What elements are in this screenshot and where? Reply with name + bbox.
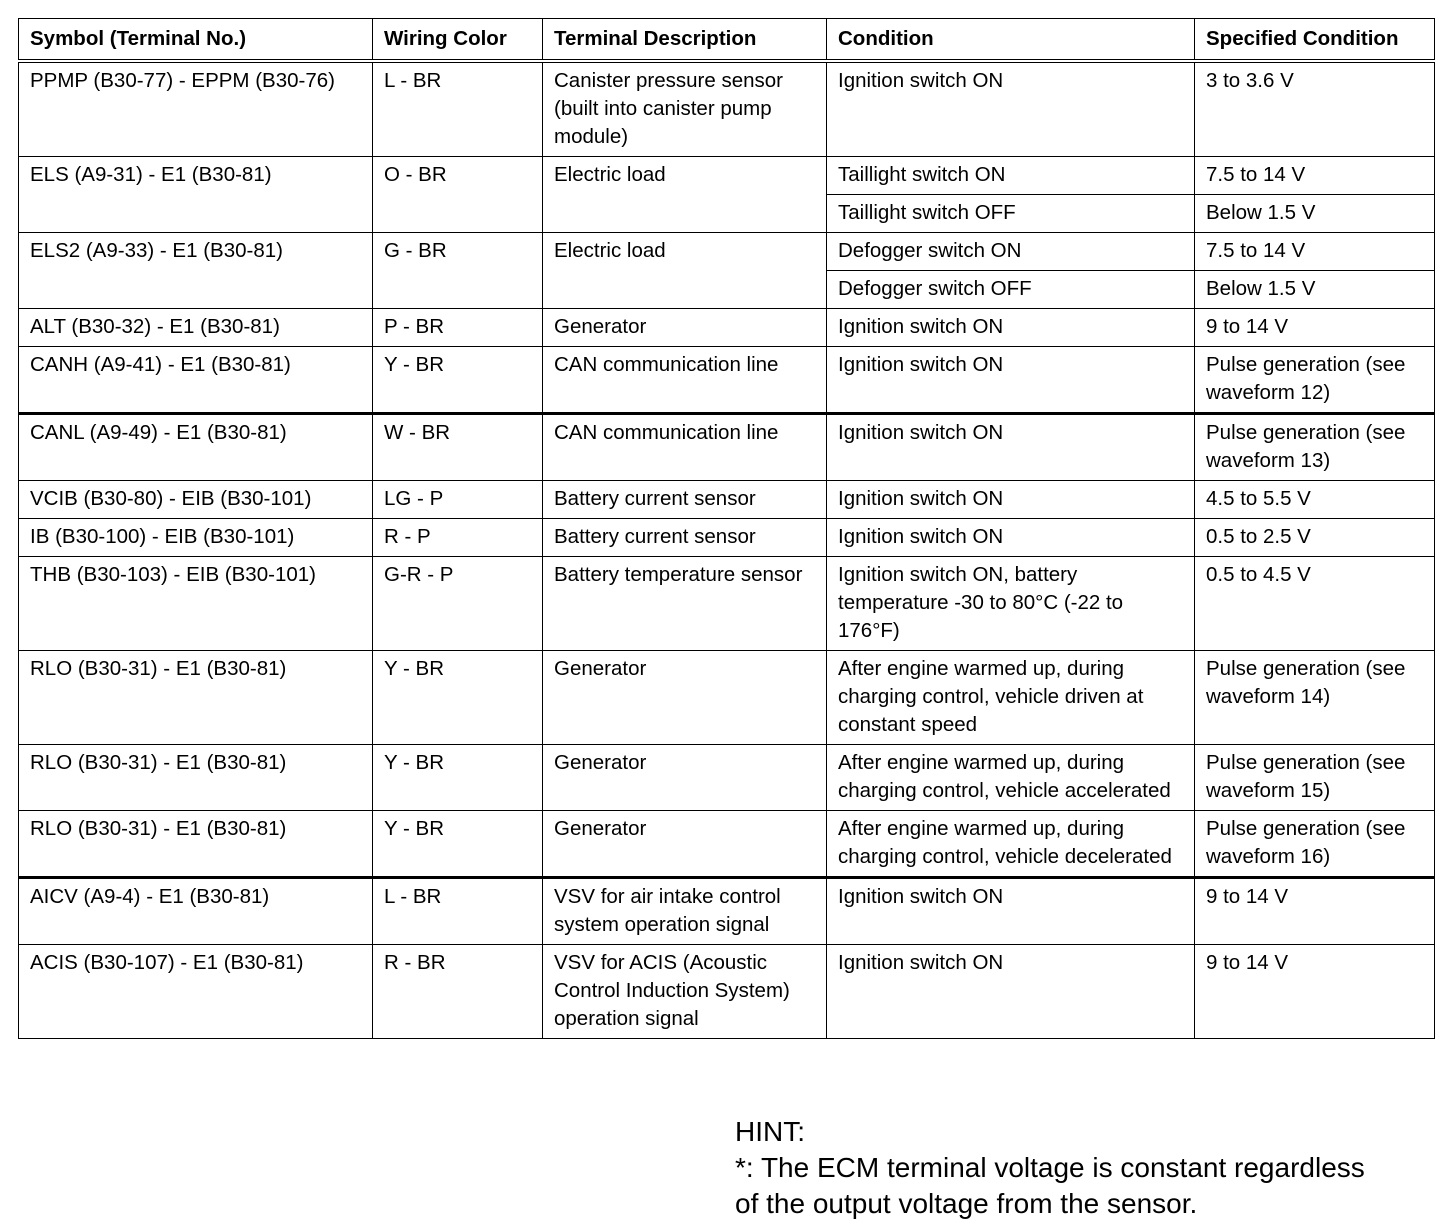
cell-symbol: ELS2 (A9-33) - E1 (B30-81) xyxy=(19,233,373,309)
cell-condition: Ignition switch ON xyxy=(827,945,1195,1039)
header-specified-condition: Specified Condition xyxy=(1195,19,1435,62)
cell-condition: Ignition switch ON xyxy=(827,347,1195,414)
cell-symbol: ELS (A9-31) - E1 (B30-81) xyxy=(19,157,373,233)
cell-terminal-description: Canister pressure sensor (built into canister pump module) xyxy=(543,61,827,157)
cell-terminal-description: Battery temperature sensor xyxy=(543,557,827,651)
table-row xyxy=(19,557,1435,651)
cell-specified-condition: Pulse generation (see waveform 15) xyxy=(1195,745,1435,811)
cell-wiring-color: P - BR xyxy=(373,309,543,347)
cell-condition: Ignition switch ON xyxy=(827,878,1195,945)
cell-condition: Defogger switch OFF xyxy=(827,271,1195,309)
cell-symbol: RLO (B30-31) - E1 (B30-81) xyxy=(19,745,373,811)
cell-wiring-color: R - P xyxy=(373,519,543,557)
hint-line-2: of the output voltage from the sensor. xyxy=(735,1188,1198,1219)
cell-condition: Ignition switch ON, battery temperature -30 to 80°C (-22 to 176°F) xyxy=(827,557,1195,651)
cell-symbol: CANL (A9-49) - E1 (B30-81) xyxy=(19,414,373,481)
header-wiring-color: Wiring Color xyxy=(373,19,543,62)
cell-symbol: RLO (B30-31) - E1 (B30-81) xyxy=(19,651,373,745)
cell-symbol: PPMP (B30-77) - EPPM (B30-76) xyxy=(19,61,373,157)
cell-wiring-color: W - BR xyxy=(373,414,543,481)
cell-specified-condition: 9 to 14 V xyxy=(1195,878,1435,945)
cell-wiring-color: R - BR xyxy=(373,945,543,1039)
cell-terminal-description: Generator xyxy=(543,811,827,878)
cell-condition: Defogger switch ON xyxy=(827,233,1195,271)
cell-wiring-color: G - BR xyxy=(373,233,543,309)
cell-wiring-color: G-R - P xyxy=(373,557,543,651)
cell-symbol: AICV (A9-4) - E1 (B30-81) xyxy=(19,878,373,945)
table-row xyxy=(19,347,1435,414)
cell-condition: After engine warmed up, during charging control, vehicle driven at constant speed xyxy=(827,651,1195,745)
cell-condition: Ignition switch ON xyxy=(827,61,1195,157)
cell-specified-condition: Pulse generation (see waveform 16) xyxy=(1195,811,1435,878)
cell-specified-condition: Pulse generation (see waveform 13) xyxy=(1195,414,1435,481)
table-row xyxy=(19,811,1435,878)
cell-terminal-description: Generator xyxy=(543,309,827,347)
table-row xyxy=(19,651,1435,745)
header-symbol: Symbol (Terminal No.) xyxy=(19,19,373,62)
cell-specified-condition: 0.5 to 2.5 V xyxy=(1195,519,1435,557)
cell-terminal-description: CAN communication line xyxy=(543,347,827,414)
cell-wiring-color: L - BR xyxy=(373,61,543,157)
cell-wiring-color: O - BR xyxy=(373,157,543,233)
table-body xyxy=(19,61,1435,1039)
table-header xyxy=(19,19,1435,62)
cell-symbol: ALT (B30-32) - E1 (B30-81) xyxy=(19,309,373,347)
cell-condition: After engine warmed up, during charging control, vehicle accelerated xyxy=(827,745,1195,811)
header-condition: Condition xyxy=(827,19,1195,62)
cell-specified-condition: Pulse generation (see waveform 14) xyxy=(1195,651,1435,745)
table-row xyxy=(19,309,1435,347)
cell-terminal-description: VSV for ACIS (Acoustic Control Induction System) operation signal xyxy=(543,945,827,1039)
cell-wiring-color: Y - BR xyxy=(373,651,543,745)
table-row xyxy=(19,481,1435,519)
cell-specified-condition: Below 1.5 V xyxy=(1195,195,1435,233)
cell-terminal-description: Battery current sensor xyxy=(543,481,827,519)
header-terminal-description: Terminal Description xyxy=(543,19,827,62)
cell-wiring-color: Y - BR xyxy=(373,811,543,878)
cell-condition: Ignition switch ON xyxy=(827,414,1195,481)
cell-condition: Taillight switch ON xyxy=(827,157,1195,195)
cell-condition: Ignition switch ON xyxy=(827,519,1195,557)
table-row xyxy=(19,233,1435,271)
cell-specified-condition: Pulse generation (see waveform 12) xyxy=(1195,347,1435,414)
hint-title: HINT: xyxy=(735,1116,805,1147)
table-row xyxy=(19,157,1435,195)
cell-specified-condition: 4.5 to 5.5 V xyxy=(1195,481,1435,519)
cell-symbol: ACIS (B30-107) - E1 (B30-81) xyxy=(19,945,373,1039)
cell-symbol: RLO (B30-31) - E1 (B30-81) xyxy=(19,811,373,878)
table-row xyxy=(19,945,1435,1039)
table-row xyxy=(19,61,1435,157)
cell-terminal-description: Electric load xyxy=(543,233,827,309)
cell-symbol: IB (B30-100) - EIB (B30-101) xyxy=(19,519,373,557)
table-row xyxy=(19,878,1435,945)
cell-terminal-description: Electric load xyxy=(543,157,827,233)
cell-condition: After engine warmed up, during charging control, vehicle decelerated xyxy=(827,811,1195,878)
table-row xyxy=(19,745,1435,811)
cell-terminal-description: VSV for air intake control system operation signal xyxy=(543,878,827,945)
cell-symbol: CANH (A9-41) - E1 (B30-81) xyxy=(19,347,373,414)
cell-wiring-color: Y - BR xyxy=(373,745,543,811)
cell-terminal-description: CAN communication line xyxy=(543,414,827,481)
cell-specified-condition: 9 to 14 V xyxy=(1195,945,1435,1039)
cell-condition: Ignition switch ON xyxy=(827,481,1195,519)
cell-specified-condition: 0.5 to 4.5 V xyxy=(1195,557,1435,651)
cell-terminal-description: Generator xyxy=(543,745,827,811)
cell-symbol: THB (B30-103) - EIB (B30-101) xyxy=(19,557,373,651)
table-row xyxy=(19,414,1435,481)
cell-specified-condition: 7.5 to 14 V xyxy=(1195,233,1435,271)
cell-terminal-description: Battery current sensor xyxy=(543,519,827,557)
cell-wiring-color: LG - P xyxy=(373,481,543,519)
cell-specified-condition: Below 1.5 V xyxy=(1195,271,1435,309)
cell-condition: Ignition switch ON xyxy=(827,309,1195,347)
hint-note xyxy=(735,1114,1445,1222)
cell-wiring-color: L - BR xyxy=(373,878,543,945)
hint-line-1: *: The ECM terminal voltage is constant regardless xyxy=(735,1152,1365,1183)
cell-specified-condition: 3 to 3.6 V xyxy=(1195,61,1435,157)
table-row xyxy=(19,519,1435,557)
cell-wiring-color: Y - BR xyxy=(373,347,543,414)
terminal-table xyxy=(18,18,1435,1039)
cell-specified-condition: 7.5 to 14 V xyxy=(1195,157,1435,195)
cell-terminal-description: Generator xyxy=(543,651,827,745)
cell-condition: Taillight switch OFF xyxy=(827,195,1195,233)
cell-symbol: VCIB (B30-80) - EIB (B30-101) xyxy=(19,481,373,519)
header-row xyxy=(19,19,1435,62)
cell-specified-condition: 9 to 14 V xyxy=(1195,309,1435,347)
